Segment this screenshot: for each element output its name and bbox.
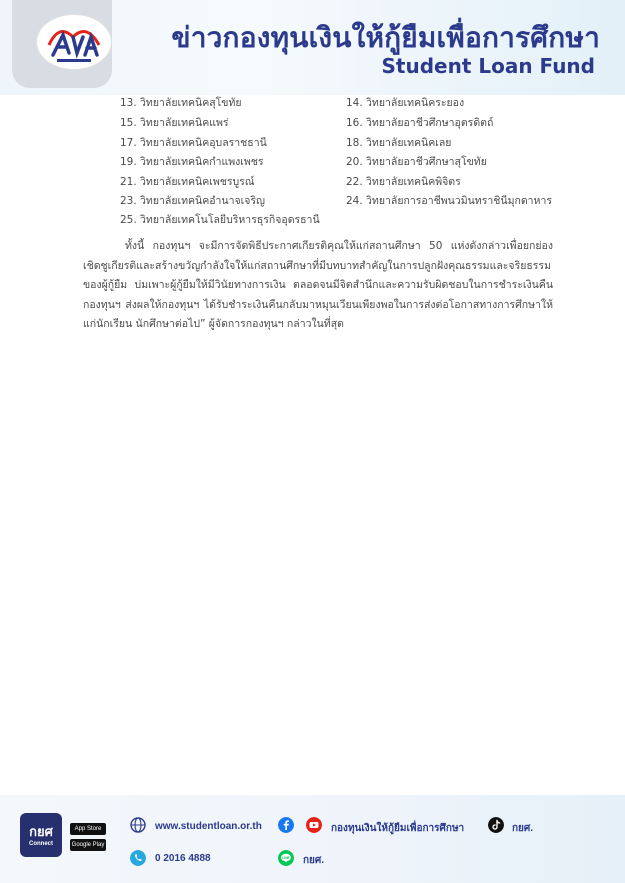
list-item: 23. วิทยาลัยเทคนิคอำนาจเจริญ <box>120 195 265 207</box>
facebook-icon[interactable] <box>278 817 294 833</box>
body-paragraph: ทั้งนี้ กองทุนฯ จะมีการจัดพิธีประกาศเกียรติคุณให้แก่สถานศึกษา 50 แห่งดังกล่าวเพื่อยกย่องเชิดชูเกียรติและสร้างขวัญกำลังใจให้แก่สถานศึกษาที่มีบทบาทสำคัญในการปลูกฝังคุณธรรมและจริยธรรมของผู้กู้ยืม บ่มเพาะผู้กู้ยืมให้มีวินัยทางการเงิน ตลอดจนมีจิตสำนึกและความรับผิดชอบในการชำระเงินคืนกองทุนฯ ส่งผลให้กองทุนฯ ได้รับชำระเงินคืนกลับมาหมุนเวียนเพียงพอในการส่งต่อโอกาสทางการศึกษาให้แก่นักเรียน นักศึกษาต่อไป” ผู้จัดการกองทุนฯ กล่าวในที่สุด <box>83 240 553 330</box>
page-header <box>0 0 625 95</box>
logo-graphic <box>37 15 111 69</box>
line-icon[interactable] <box>278 850 294 866</box>
svg-text:LINE: LINE <box>282 856 290 860</box>
list-item: 25. วิทยาลัยเทคโนโลยีบริหารธุรกิจอุดรธานี <box>120 214 320 226</box>
website-link[interactable]: www.studentloan.or.th <box>155 821 262 832</box>
header-title-english: Student Loan Fund <box>381 54 595 78</box>
youtube-icon[interactable] <box>306 817 322 833</box>
page-footer <box>0 795 625 883</box>
list-item: 21. วิทยาลัยเทคนิคเพชรบูรณ์ <box>120 176 255 188</box>
list-item: 22. วิทยาลัยเทคนิคพิจิตร <box>346 176 461 188</box>
list-item: 15. วิทยาลัยเทคนิคแพร่ <box>120 117 229 129</box>
app-store-badge[interactable]: App Store <box>70 823 106 835</box>
list-item: 19. วิทยาลัยเทคนิคกำแพงเพชร <box>120 156 264 168</box>
globe-icon <box>130 817 146 833</box>
tiktok-icon[interactable] <box>488 817 504 833</box>
connect-logo-sub: Connect <box>29 841 53 847</box>
header-title-thai: ข่าวกองทุนเงินให้กู้ยืมเพื่อการศึกษา <box>171 21 600 54</box>
tiktok-name[interactable]: กยศ. <box>512 823 534 834</box>
social-page-name[interactable]: กองทุนเงินให้กู้ยืมเพื่อการศึกษา <box>331 823 465 834</box>
logo-container <box>12 0 112 88</box>
phone-icon <box>130 850 146 866</box>
list-item: 24. วิทยาลัยการอาชีพนวมินทราชินีมุกดาหาร <box>346 195 553 207</box>
student-loan-fund-logo <box>36 14 112 70</box>
list-item: 14. วิทยาลัยเทคนิคระยอง <box>346 97 465 109</box>
line-name[interactable]: กยศ. <box>303 855 325 866</box>
list-item: 17. วิทยาลัยเทคนิคอุบลราชธานี <box>120 137 267 149</box>
connect-logo-text: กยศ <box>29 824 53 839</box>
list-item: 16. วิทยาลัยอาชีวศึกษาอุตรดิตถ์ <box>346 117 494 129</box>
list-item: 18. วิทยาลัยเทคนิคเลย <box>346 137 452 149</box>
connect-app-logo[interactable] <box>20 813 62 857</box>
phone-number[interactable]: 0 2016 4888 <box>155 853 211 864</box>
google-play-badge[interactable]: Google Play <box>70 839 106 851</box>
list-item: 20. วิทยาลัยอาชีวศึกษาสุโขทัย <box>346 156 487 168</box>
list-item: 13. วิทยาลัยเทคนิคสุโขทัย <box>120 97 242 109</box>
